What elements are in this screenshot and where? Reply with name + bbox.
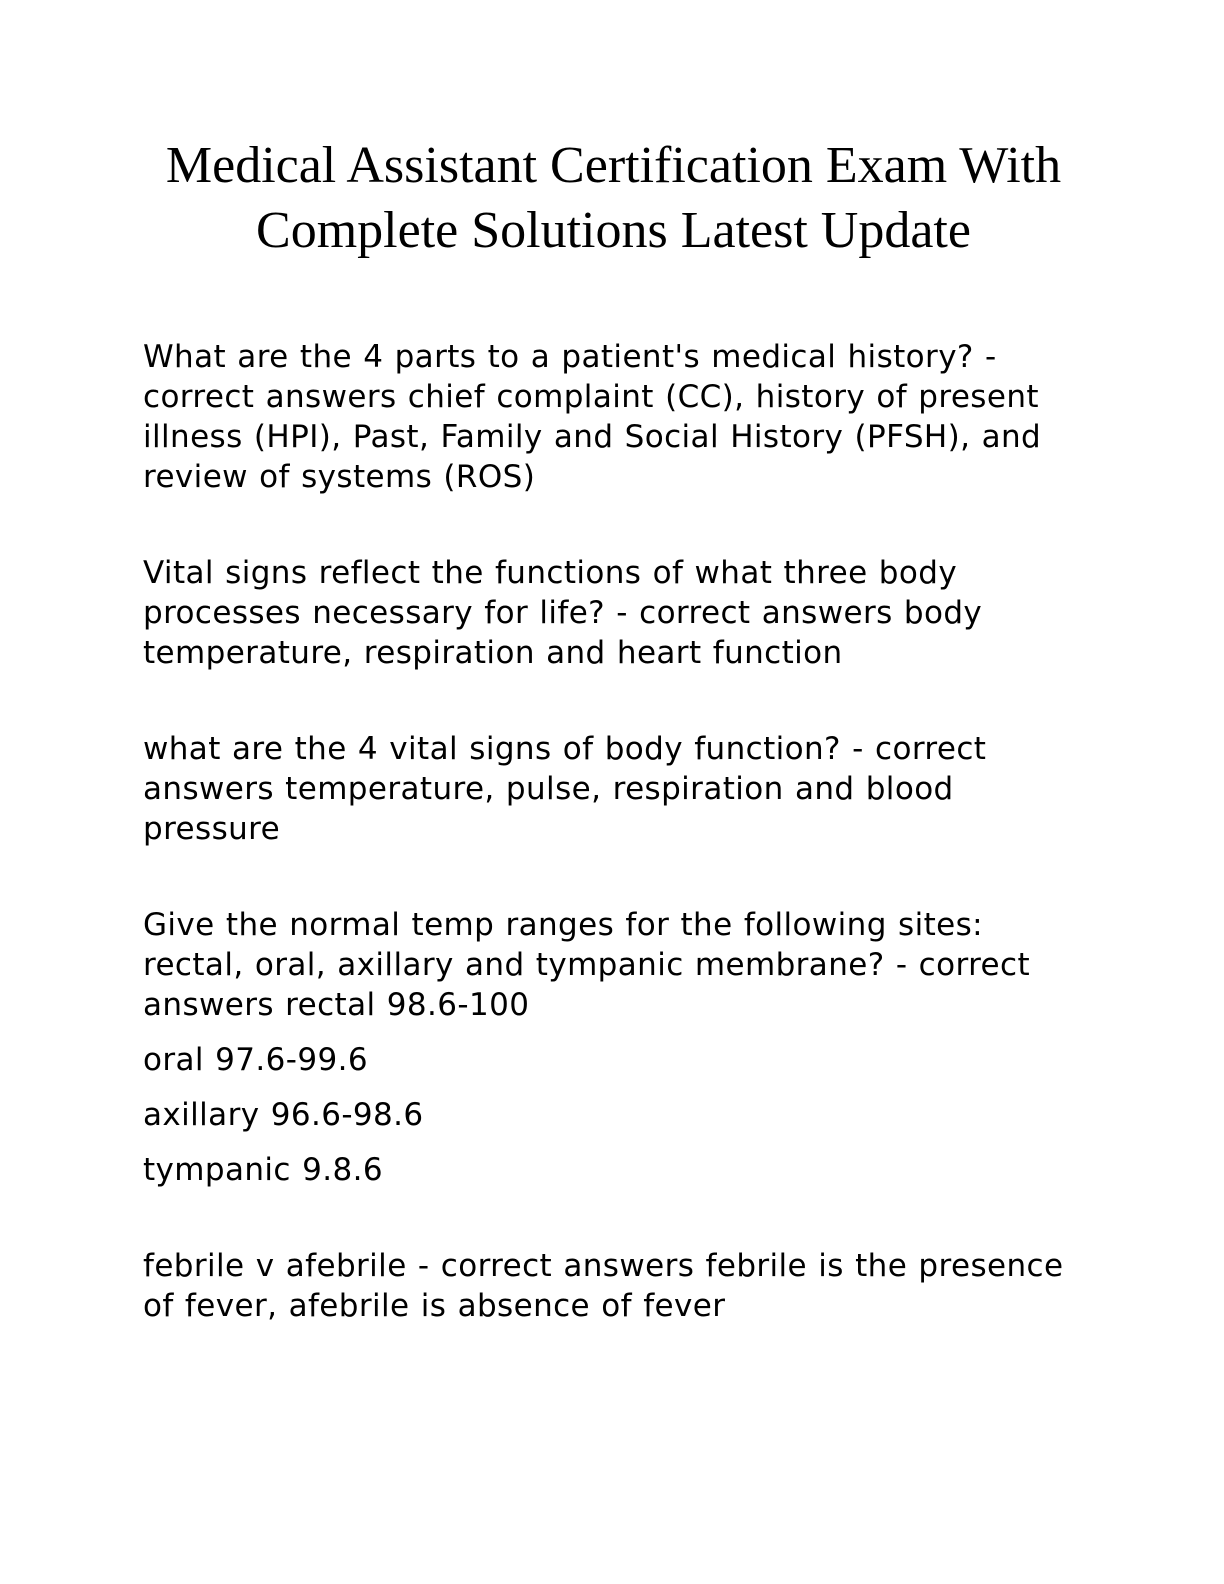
document-title-line-2: Complete Solutions Latest Update — [256, 202, 971, 259]
qa-paragraph: febrile v afebrile - correct answers febrile is the presence of fever, afebrile is absence of fever — [143, 1248, 1064, 1324]
qa-block-temp-ranges — [143, 905, 1084, 1190]
temp-range-axillary: axillary 96.6-98.6 — [143, 1097, 424, 1133]
document-title-line-1: Medical Assistant Certification Exam With — [165, 137, 1062, 194]
qa-paragraph: Give the normal temp ranges for the following sites: rectal, oral, axillary and tympanic membrane? - correct answers rectal 98.6-100 — [143, 907, 1031, 1023]
temp-range-oral: oral 97.6-99.6 — [143, 1042, 369, 1078]
temp-range-tympanic: tympanic 9.8.6 — [143, 1152, 384, 1188]
qa-block-febrile-afebrile — [143, 1246, 1084, 1326]
qa-paragraph: Vital signs reflect the functions of what three body processes necessary for life? - correct answers body temperature, respiration and heart function — [143, 555, 983, 671]
qa-block-four-vital-signs — [143, 729, 1084, 849]
document-title — [143, 133, 1084, 263]
qa-block-medical-history — [143, 337, 1084, 497]
qa-paragraph: What are the 4 parts to a patient's medical history? - correct answers chief complaint (CC), history of present illness (HPI), Past, Family and Social History (PFSH), and review of systems (ROS) — [143, 339, 1042, 495]
qa-block-vital-signs-processes — [143, 553, 1084, 673]
qa-paragraph: what are the 4 vital signs of body function? - correct answers temperature, pulse, respiration and blood pressure — [143, 731, 987, 847]
